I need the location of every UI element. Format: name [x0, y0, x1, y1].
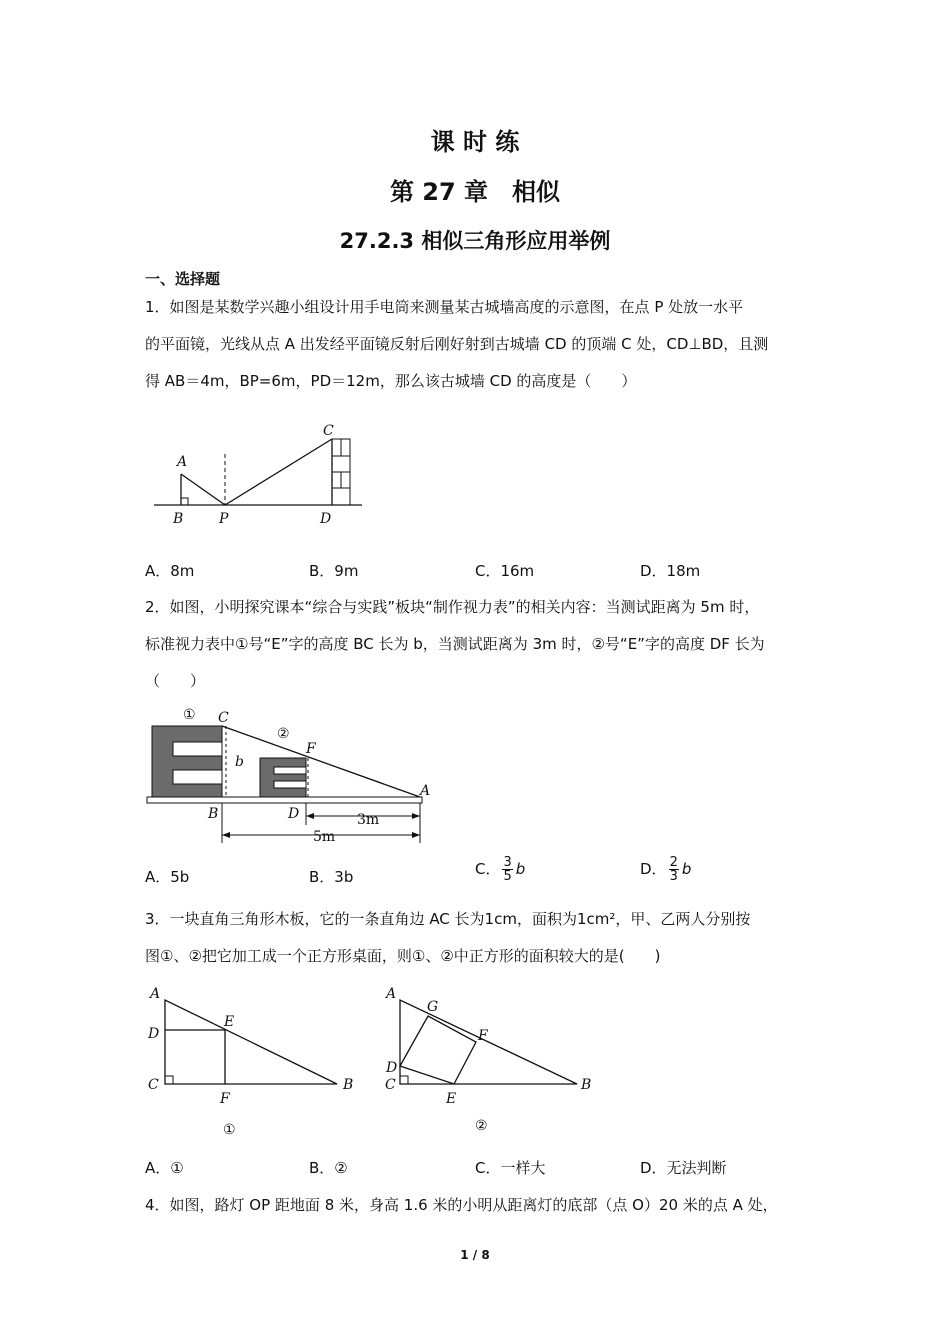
arrow-head: [412, 832, 420, 838]
question-line: 的平面镜，光线从点 A 出发经平面镜反射后刚好射到古城墙 CD 的顶端 C 处，CD⊥BD，且测: [145, 335, 769, 353]
q3-option-b[interactable]: B．②: [309, 1159, 348, 1177]
question-1-text: [145, 289, 810, 400]
right-angle-mark: [400, 1076, 408, 1084]
figure-q3-2: [380, 982, 605, 1140]
q3-option-c[interactable]: C．一样大: [475, 1159, 546, 1177]
right-angle-mark: [165, 1076, 173, 1084]
label-f: F: [220, 1091, 230, 1107]
fraction-numerator: 3: [503, 855, 512, 870]
question-3-text: [145, 901, 810, 975]
triangle-abc: [165, 1000, 337, 1084]
part-label: 一、选择题: [145, 270, 221, 288]
label-a: A: [150, 986, 161, 1002]
q3-option-d[interactable]: D．无法判断: [640, 1159, 727, 1177]
fraction-denominator: 3: [669, 869, 678, 884]
label-c: C: [148, 1077, 159, 1093]
question-line: 得 AB＝4m，BP=6m，PD＝12m，那么该古城墙 CD 的高度是（ ）: [145, 372, 637, 390]
fraction-variable: b: [515, 860, 526, 878]
e-chart-2: [260, 758, 306, 797]
arrow-head: [412, 813, 420, 819]
question-2-text: [145, 589, 810, 700]
question-line: 图①、②把它加工成一个正方形桌面，则①、②中正方形的面积较大的是( ): [145, 947, 661, 965]
option-letter: C．: [475, 860, 501, 878]
page-number: 1 / 8: [460, 1248, 490, 1262]
label-e: E: [446, 1091, 457, 1107]
label-d: D: [386, 1060, 398, 1076]
question-line: 标准视力表中①号“E”字的高度 BC 长为 b，当测试距离为 3m 时，②号“E”字的高度 DF 长为: [145, 635, 765, 653]
label-a: A: [386, 986, 397, 1002]
q3-option-a[interactable]: A．①: [145, 1159, 184, 1177]
label-3m: 3m: [357, 812, 380, 828]
label-circle-1: ①: [183, 707, 196, 723]
light-ray-pc: [225, 439, 332, 505]
figure-q2: [140, 698, 440, 848]
fraction-numerator: 2: [669, 855, 678, 870]
label-a: A: [420, 783, 431, 799]
e-chart-1: [152, 726, 222, 797]
label-b: B: [343, 1077, 354, 1093]
question-line: 4．如图，路灯 OP 距地面 8 米，身高 1.6 米的小明从距离灯的底部（点 O）20 米的点 A 处，: [145, 1196, 778, 1214]
label-circle-2: ②: [277, 726, 290, 742]
label-f: F: [478, 1028, 488, 1044]
question-line: 2．如图，小明探究课本“综合与实践”板块“制作视力表”的相关内容：当测试距离为 5m 时，: [145, 598, 760, 616]
label-b: B: [581, 1077, 592, 1093]
q2-option-d[interactable]: [640, 856, 691, 883]
q2-option-c[interactable]: [475, 856, 525, 883]
label-c: C: [323, 423, 334, 439]
label-d: D: [320, 511, 332, 527]
q1-option-a[interactable]: A．8m: [145, 562, 195, 580]
fraction: [669, 856, 679, 883]
label-d: D: [288, 806, 300, 822]
label-b-length: b: [235, 754, 244, 770]
figure-q1: [140, 418, 370, 530]
base-board: [147, 797, 422, 803]
label-e: E: [224, 1014, 235, 1030]
label-b: B: [208, 806, 219, 822]
figure-q3-1: [140, 982, 365, 1140]
label-5m: 5m: [313, 829, 336, 845]
question-line: 3．一块直角三角形木板，它的一条直角边 AC 长为1cm，面积为1cm²，甲、乙两人分别按: [145, 910, 751, 928]
label-c: C: [218, 710, 229, 726]
label-figure-2: ②: [475, 1118, 488, 1134]
label-b: B: [173, 511, 184, 527]
question-line: 1．如图是某数学兴趣小组设计用手电筒来测量某古城墙高度的示意图，在点 P 处放一水平: [145, 298, 744, 316]
inscribed-square: [165, 1030, 225, 1084]
label-p: P: [219, 511, 229, 527]
fraction-variable: b: [681, 860, 692, 878]
right-angle-mark: [181, 498, 188, 505]
q2-option-b[interactable]: B．3b: [309, 868, 354, 886]
label-a: A: [177, 454, 188, 470]
q1-option-b[interactable]: B．9m: [309, 562, 359, 580]
q2-option-a[interactable]: A．5b: [145, 868, 190, 886]
arrow-head: [222, 832, 230, 838]
question-line: （ ）: [145, 672, 206, 690]
label-c: C: [385, 1077, 396, 1093]
label-figure-1: ①: [223, 1122, 236, 1138]
sight-line: [222, 726, 420, 797]
chapter-title: 第 27 章 相似: [389, 178, 561, 206]
label-d: D: [148, 1026, 160, 1042]
page-title: 课 时 练: [430, 128, 520, 156]
inscribed-square: [400, 1016, 476, 1084]
section-title: 27.2.3 相似三角形应用举例: [339, 229, 611, 253]
label-g: G: [427, 999, 439, 1015]
arrow-head: [306, 813, 314, 819]
question-4-text: [145, 1187, 810, 1224]
option-letter: D．: [640, 860, 667, 878]
label-f: F: [306, 741, 316, 757]
fraction: [502, 856, 512, 883]
q1-option-d[interactable]: D．18m: [640, 562, 701, 580]
q1-option-c[interactable]: C．16m: [475, 562, 535, 580]
fraction-denominator: 5: [503, 869, 512, 884]
